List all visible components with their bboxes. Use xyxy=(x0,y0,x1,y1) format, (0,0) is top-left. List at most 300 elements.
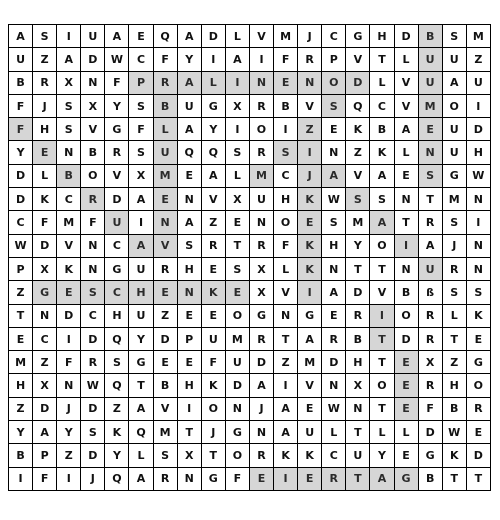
grid-cell[interactable]: U xyxy=(443,141,467,164)
grid-cell[interactable]: M xyxy=(250,165,274,188)
grid-cell[interactable]: X xyxy=(250,281,274,304)
grid-cell[interactable]: R xyxy=(298,48,322,71)
grid-cell[interactable]: L xyxy=(322,421,346,444)
grid-cell[interactable]: I xyxy=(57,25,81,48)
grid-cell[interactable]: C xyxy=(129,48,153,71)
grid-cell[interactable]: S xyxy=(178,235,202,258)
grid-cell[interactable]: U xyxy=(202,328,226,351)
grid-cell[interactable]: I xyxy=(274,118,298,141)
grid-cell[interactable]: R xyxy=(33,72,57,95)
grid-cell[interactable]: W xyxy=(81,374,105,397)
grid-cell[interactable]: Z xyxy=(274,351,298,374)
grid-cell[interactable]: T xyxy=(346,421,370,444)
grid-cell[interactable]: T xyxy=(443,468,467,491)
grid-cell[interactable]: T xyxy=(129,374,153,397)
grid-cell[interactable]: J xyxy=(57,398,81,421)
grid-cell[interactable]: Y xyxy=(346,235,370,258)
grid-cell[interactable]: E xyxy=(226,211,250,234)
grid-cell[interactable]: E xyxy=(178,165,202,188)
grid-cell[interactable]: S xyxy=(370,188,394,211)
grid-cell[interactable]: J xyxy=(298,165,322,188)
grid-cell[interactable]: R xyxy=(105,141,129,164)
grid-cell[interactable]: C xyxy=(57,188,81,211)
grid-cell[interactable]: I xyxy=(250,48,274,71)
grid-cell[interactable]: H xyxy=(443,374,467,397)
grid-cell[interactable]: N xyxy=(178,468,202,491)
grid-cell[interactable]: Z xyxy=(346,141,370,164)
grid-cell[interactable]: V xyxy=(202,188,226,211)
grid-cell[interactable]: M xyxy=(226,328,250,351)
grid-cell[interactable]: R xyxy=(81,188,105,211)
grid-cell[interactable]: A xyxy=(33,421,57,444)
grid-cell[interactable]: K xyxy=(57,258,81,281)
grid-cell[interactable]: G xyxy=(395,468,419,491)
grid-cell[interactable]: S xyxy=(274,141,298,164)
grid-cell[interactable]: J xyxy=(443,235,467,258)
grid-cell[interactable]: L xyxy=(395,141,419,164)
grid-cell[interactable]: N xyxy=(274,305,298,328)
grid-cell[interactable]: X xyxy=(33,258,57,281)
grid-cell[interactable]: D xyxy=(395,25,419,48)
grid-cell[interactable]: D xyxy=(154,328,178,351)
grid-cell[interactable]: Z xyxy=(298,118,322,141)
grid-cell[interactable]: P xyxy=(9,258,33,281)
grid-cell[interactable]: Y xyxy=(129,328,153,351)
grid-cell[interactable]: H xyxy=(467,141,491,164)
grid-cell[interactable]: C xyxy=(274,165,298,188)
grid-cell[interactable]: A xyxy=(105,25,129,48)
grid-cell[interactable]: G xyxy=(298,305,322,328)
grid-cell[interactable]: Q xyxy=(346,95,370,118)
grid-cell[interactable]: R xyxy=(419,374,443,397)
grid-cell[interactable]: F xyxy=(9,95,33,118)
grid-cell[interactable]: R xyxy=(154,258,178,281)
grid-cell[interactable]: K xyxy=(202,374,226,397)
grid-cell[interactable]: V xyxy=(250,25,274,48)
grid-cell[interactable]: Z xyxy=(202,211,226,234)
grid-cell[interactable]: D xyxy=(346,281,370,304)
grid-cell[interactable]: W xyxy=(322,188,346,211)
grid-cell[interactable]: H xyxy=(178,374,202,397)
grid-cell[interactable]: D xyxy=(57,305,81,328)
grid-cell[interactable]: I xyxy=(298,281,322,304)
grid-cell[interactable]: N xyxy=(322,258,346,281)
grid-cell[interactable]: A xyxy=(395,118,419,141)
grid-cell[interactable]: N xyxy=(419,141,443,164)
grid-cell[interactable]: Z xyxy=(9,281,33,304)
grid-cell[interactable]: T xyxy=(467,468,491,491)
grid-cell[interactable]: H xyxy=(178,258,202,281)
grid-cell[interactable]: G xyxy=(105,258,129,281)
grid-cell[interactable]: I xyxy=(274,374,298,397)
grid-cell[interactable]: R xyxy=(419,211,443,234)
grid-cell[interactable]: N xyxy=(322,374,346,397)
grid-cell[interactable]: J xyxy=(250,398,274,421)
grid-cell[interactable]: A xyxy=(178,211,202,234)
grid-cell[interactable]: D xyxy=(33,398,57,421)
grid-cell[interactable]: E xyxy=(33,141,57,164)
grid-cell[interactable]: V xyxy=(274,281,298,304)
grid-cell[interactable]: K xyxy=(33,188,57,211)
grid-cell[interactable]: V xyxy=(298,95,322,118)
grid-cell[interactable]: I xyxy=(178,398,202,421)
grid-cell[interactable]: D xyxy=(33,235,57,258)
grid-cell[interactable]: R xyxy=(467,398,491,421)
grid-cell[interactable]: O xyxy=(226,444,250,467)
grid-cell[interactable]: G xyxy=(346,25,370,48)
grid-cell[interactable]: E xyxy=(154,281,178,304)
grid-cell[interactable]: L xyxy=(33,165,57,188)
grid-cell[interactable]: W xyxy=(443,421,467,444)
grid-cell[interactable]: I xyxy=(370,305,394,328)
grid-cell[interactable]: N xyxy=(322,141,346,164)
grid-cell[interactable]: M xyxy=(346,211,370,234)
grid-cell[interactable]: P xyxy=(178,328,202,351)
grid-cell[interactable]: K xyxy=(298,188,322,211)
grid-cell[interactable]: J xyxy=(81,468,105,491)
grid-cell[interactable]: B xyxy=(419,25,443,48)
grid-cell[interactable]: Z xyxy=(57,444,81,467)
grid-cell[interactable]: O xyxy=(322,72,346,95)
grid-cell[interactable]: U xyxy=(9,48,33,71)
grid-cell[interactable]: P xyxy=(33,444,57,467)
grid-cell[interactable]: Q xyxy=(178,141,202,164)
grid-cell[interactable]: I xyxy=(467,95,491,118)
grid-cell[interactable]: M xyxy=(154,421,178,444)
grid-cell[interactable]: S xyxy=(467,281,491,304)
grid-cell[interactable]: M xyxy=(274,25,298,48)
grid-cell[interactable]: S xyxy=(105,351,129,374)
grid-cell[interactable]: S xyxy=(226,141,250,164)
grid-cell[interactable]: T xyxy=(443,328,467,351)
grid-cell[interactable]: S xyxy=(443,211,467,234)
grid-cell[interactable]: D xyxy=(81,444,105,467)
grid-cell[interactable]: A xyxy=(129,188,153,211)
grid-cell[interactable]: E xyxy=(395,351,419,374)
grid-cell[interactable]: F xyxy=(419,398,443,421)
grid-cell[interactable]: N xyxy=(154,211,178,234)
grid-cell[interactable]: B xyxy=(346,328,370,351)
grid-cell[interactable]: Y xyxy=(370,444,394,467)
grid-cell[interactable]: N xyxy=(81,235,105,258)
grid-cell[interactable]: G xyxy=(105,118,129,141)
grid-cell[interactable]: T xyxy=(419,188,443,211)
grid-cell[interactable]: G xyxy=(443,165,467,188)
grid-cell[interactable]: D xyxy=(322,351,346,374)
grid-cell[interactable]: J xyxy=(202,421,226,444)
grid-cell[interactable]: T xyxy=(226,235,250,258)
grid-cell[interactable]: E xyxy=(250,468,274,491)
grid-cell[interactable]: R xyxy=(322,468,346,491)
grid-cell[interactable]: A xyxy=(178,72,202,95)
grid-cell[interactable]: U xyxy=(443,48,467,71)
grid-cell[interactable]: N xyxy=(250,421,274,444)
grid-cell[interactable]: U xyxy=(129,258,153,281)
grid-cell[interactable]: R xyxy=(250,95,274,118)
grid-cell[interactable]: J xyxy=(33,95,57,118)
grid-cell[interactable]: V xyxy=(395,72,419,95)
grid-cell[interactable]: V xyxy=(370,281,394,304)
grid-cell[interactable]: K xyxy=(370,141,394,164)
grid-cell[interactable]: S xyxy=(322,211,346,234)
grid-cell[interactable]: M xyxy=(419,95,443,118)
grid-cell[interactable]: C xyxy=(322,444,346,467)
grid-cell[interactable]: G xyxy=(202,468,226,491)
grid-cell[interactable]: C xyxy=(9,211,33,234)
grid-cell[interactable]: K xyxy=(443,444,467,467)
grid-cell[interactable]: D xyxy=(346,72,370,95)
grid-cell[interactable]: E xyxy=(202,258,226,281)
grid-cell[interactable]: T xyxy=(202,444,226,467)
grid-cell[interactable]: R xyxy=(81,351,105,374)
grid-cell[interactable]: U xyxy=(154,141,178,164)
grid-cell[interactable]: S xyxy=(443,281,467,304)
grid-cell[interactable]: R xyxy=(250,444,274,467)
grid-cell[interactable]: N xyxy=(33,305,57,328)
grid-cell[interactable]: K xyxy=(467,305,491,328)
grid-cell[interactable]: M xyxy=(9,351,33,374)
grid-cell[interactable]: T xyxy=(370,351,394,374)
grid-cell[interactable]: N xyxy=(395,188,419,211)
grid-cell[interactable]: A xyxy=(370,165,394,188)
grid-cell[interactable]: U xyxy=(105,211,129,234)
grid-cell[interactable]: Z xyxy=(154,305,178,328)
grid-cell[interactable]: R xyxy=(346,305,370,328)
grid-cell[interactable]: N xyxy=(395,258,419,281)
grid-cell[interactable]: O xyxy=(202,398,226,421)
grid-cell[interactable]: U xyxy=(250,188,274,211)
grid-cell[interactable]: G xyxy=(202,95,226,118)
grid-cell[interactable]: F xyxy=(9,118,33,141)
grid-cell[interactable]: H xyxy=(274,188,298,211)
grid-cell[interactable]: V xyxy=(105,165,129,188)
grid-cell[interactable]: X xyxy=(57,72,81,95)
grid-cell[interactable]: G xyxy=(129,351,153,374)
grid-cell[interactable]: E xyxy=(467,421,491,444)
grid-cell[interactable]: V xyxy=(298,374,322,397)
grid-cell[interactable]: H xyxy=(129,281,153,304)
grid-cell[interactable]: Q xyxy=(105,328,129,351)
grid-cell[interactable]: Y xyxy=(178,48,202,71)
grid-cell[interactable]: ß xyxy=(419,281,443,304)
grid-cell[interactable]: D xyxy=(467,118,491,141)
grid-cell[interactable]: I xyxy=(226,72,250,95)
grid-cell[interactable]: A xyxy=(178,25,202,48)
grid-cell[interactable]: Y xyxy=(105,444,129,467)
grid-cell[interactable]: U xyxy=(226,351,250,374)
grid-cell[interactable]: X xyxy=(346,374,370,397)
grid-cell[interactable]: A xyxy=(129,468,153,491)
grid-cell[interactable]: S xyxy=(346,188,370,211)
grid-cell[interactable]: K xyxy=(105,421,129,444)
grid-cell[interactable]: I xyxy=(129,211,153,234)
grid-cell[interactable]: I xyxy=(202,48,226,71)
grid-cell[interactable]: F xyxy=(202,351,226,374)
grid-cell[interactable]: S xyxy=(322,95,346,118)
grid-cell[interactable]: C xyxy=(33,328,57,351)
grid-cell[interactable]: S xyxy=(226,258,250,281)
grid-cell[interactable]: E xyxy=(226,281,250,304)
grid-cell[interactable]: A xyxy=(274,421,298,444)
grid-cell[interactable]: I xyxy=(395,235,419,258)
grid-cell[interactable]: F xyxy=(154,48,178,71)
grid-cell[interactable]: H xyxy=(322,235,346,258)
grid-cell[interactable]: X xyxy=(250,258,274,281)
grid-cell[interactable]: E xyxy=(154,351,178,374)
grid-cell[interactable]: E xyxy=(178,351,202,374)
grid-cell[interactable]: M xyxy=(154,165,178,188)
grid-cell[interactable]: E xyxy=(298,398,322,421)
grid-cell[interactable]: U xyxy=(443,118,467,141)
grid-cell[interactable]: Z xyxy=(33,351,57,374)
grid-cell[interactable]: B xyxy=(395,281,419,304)
grid-cell[interactable]: X xyxy=(81,95,105,118)
grid-cell[interactable]: V xyxy=(57,235,81,258)
grid-cell[interactable]: X xyxy=(33,374,57,397)
grid-cell[interactable]: M xyxy=(443,188,467,211)
grid-cell[interactable]: F xyxy=(274,48,298,71)
grid-cell[interactable]: A xyxy=(322,165,346,188)
grid-cell[interactable]: S xyxy=(419,165,443,188)
grid-cell[interactable]: A xyxy=(250,374,274,397)
grid-cell[interactable]: F xyxy=(57,351,81,374)
grid-cell[interactable]: P xyxy=(322,48,346,71)
grid-cell[interactable]: R xyxy=(154,468,178,491)
grid-cell[interactable]: X xyxy=(226,95,250,118)
grid-cell[interactable]: D xyxy=(226,374,250,397)
grid-cell[interactable]: O xyxy=(274,211,298,234)
grid-cell[interactable]: E xyxy=(57,281,81,304)
grid-cell[interactable]: S xyxy=(154,444,178,467)
grid-cell[interactable]: E xyxy=(298,468,322,491)
grid-cell[interactable]: L xyxy=(370,72,394,95)
grid-cell[interactable]: O xyxy=(370,235,394,258)
grid-cell[interactable]: A xyxy=(9,25,33,48)
grid-cell[interactable]: U xyxy=(419,48,443,71)
grid-cell[interactable]: K xyxy=(298,235,322,258)
grid-cell[interactable]: V xyxy=(346,48,370,71)
grid-cell[interactable]: E xyxy=(9,328,33,351)
grid-cell[interactable]: D xyxy=(395,328,419,351)
grid-cell[interactable]: A xyxy=(370,211,394,234)
grid-cell[interactable]: D xyxy=(81,48,105,71)
grid-cell[interactable]: Y xyxy=(105,95,129,118)
grid-cell[interactable]: E xyxy=(202,305,226,328)
grid-cell[interactable]: O xyxy=(395,305,419,328)
grid-cell[interactable]: O xyxy=(467,374,491,397)
grid-cell[interactable]: B xyxy=(419,468,443,491)
grid-cell[interactable]: D xyxy=(9,165,33,188)
grid-cell[interactable]: S xyxy=(129,95,153,118)
grid-cell[interactable]: C xyxy=(322,25,346,48)
grid-cell[interactable]: G xyxy=(250,305,274,328)
grid-cell[interactable]: W xyxy=(9,235,33,258)
grid-cell[interactable]: V xyxy=(154,235,178,258)
grid-cell[interactable]: O xyxy=(226,305,250,328)
grid-cell[interactable]: R xyxy=(250,235,274,258)
grid-cell[interactable]: Z xyxy=(9,398,33,421)
grid-cell[interactable]: R xyxy=(419,305,443,328)
grid-cell[interactable]: C xyxy=(81,305,105,328)
grid-cell[interactable]: Y xyxy=(9,141,33,164)
grid-cell[interactable]: T xyxy=(178,421,202,444)
grid-cell[interactable]: A xyxy=(226,48,250,71)
grid-cell[interactable]: D xyxy=(81,398,105,421)
grid-cell[interactable]: N xyxy=(81,258,105,281)
grid-cell[interactable]: E xyxy=(395,165,419,188)
grid-cell[interactable]: J xyxy=(298,25,322,48)
grid-cell[interactable]: L xyxy=(443,305,467,328)
grid-cell[interactable]: T xyxy=(370,258,394,281)
grid-cell[interactable]: H xyxy=(370,25,394,48)
grid-cell[interactable]: Q xyxy=(105,468,129,491)
grid-cell[interactable]: E xyxy=(129,25,153,48)
grid-cell[interactable]: V xyxy=(346,165,370,188)
grid-cell[interactable]: T xyxy=(346,468,370,491)
grid-cell[interactable]: E xyxy=(322,305,346,328)
grid-cell[interactable]: L xyxy=(154,118,178,141)
grid-cell[interactable]: L xyxy=(370,421,394,444)
grid-cell[interactable]: C xyxy=(105,235,129,258)
grid-cell[interactable]: H xyxy=(346,351,370,374)
grid-cell[interactable]: D xyxy=(9,188,33,211)
grid-cell[interactable]: K xyxy=(298,258,322,281)
grid-cell[interactable]: T xyxy=(274,328,298,351)
grid-cell[interactable]: G xyxy=(226,421,250,444)
grid-cell[interactable]: Y xyxy=(57,421,81,444)
grid-cell[interactable]: U xyxy=(298,421,322,444)
grid-cell[interactable]: N xyxy=(250,211,274,234)
grid-cell[interactable]: L xyxy=(395,48,419,71)
grid-cell[interactable]: A xyxy=(298,328,322,351)
grid-cell[interactable]: F xyxy=(105,72,129,95)
grid-cell[interactable]: A xyxy=(129,398,153,421)
grid-cell[interactable]: T xyxy=(370,328,394,351)
grid-cell[interactable]: I xyxy=(298,141,322,164)
grid-cell[interactable]: D xyxy=(105,188,129,211)
grid-cell[interactable]: W xyxy=(105,48,129,71)
grid-cell[interactable]: N xyxy=(346,398,370,421)
grid-cell[interactable]: E xyxy=(298,211,322,234)
grid-cell[interactable]: H xyxy=(9,374,33,397)
grid-cell[interactable]: A xyxy=(274,398,298,421)
grid-cell[interactable]: L xyxy=(202,72,226,95)
grid-cell[interactable]: R xyxy=(322,328,346,351)
grid-cell[interactable]: D xyxy=(202,25,226,48)
grid-cell[interactable]: T xyxy=(370,398,394,421)
grid-cell[interactable]: F xyxy=(81,211,105,234)
grid-cell[interactable]: L xyxy=(274,258,298,281)
grid-cell[interactable]: L xyxy=(226,25,250,48)
grid-cell[interactable]: U xyxy=(419,72,443,95)
grid-cell[interactable]: B xyxy=(81,141,105,164)
grid-cell[interactable]: S xyxy=(81,281,105,304)
grid-cell[interactable]: K xyxy=(274,444,298,467)
grid-cell[interactable]: V xyxy=(81,118,105,141)
grid-cell[interactable]: T xyxy=(370,48,394,71)
grid-cell[interactable]: G xyxy=(467,351,491,374)
grid-cell[interactable]: N xyxy=(298,72,322,95)
grid-cell[interactable]: Z xyxy=(443,351,467,374)
grid-cell[interactable]: X xyxy=(129,165,153,188)
grid-cell[interactable]: E xyxy=(395,374,419,397)
grid-cell[interactable]: Q xyxy=(154,25,178,48)
grid-cell[interactable]: D xyxy=(419,421,443,444)
grid-cell[interactable]: N xyxy=(178,281,202,304)
grid-cell[interactable]: R xyxy=(250,141,274,164)
grid-cell[interactable]: Q xyxy=(105,374,129,397)
grid-cell[interactable]: N xyxy=(467,258,491,281)
